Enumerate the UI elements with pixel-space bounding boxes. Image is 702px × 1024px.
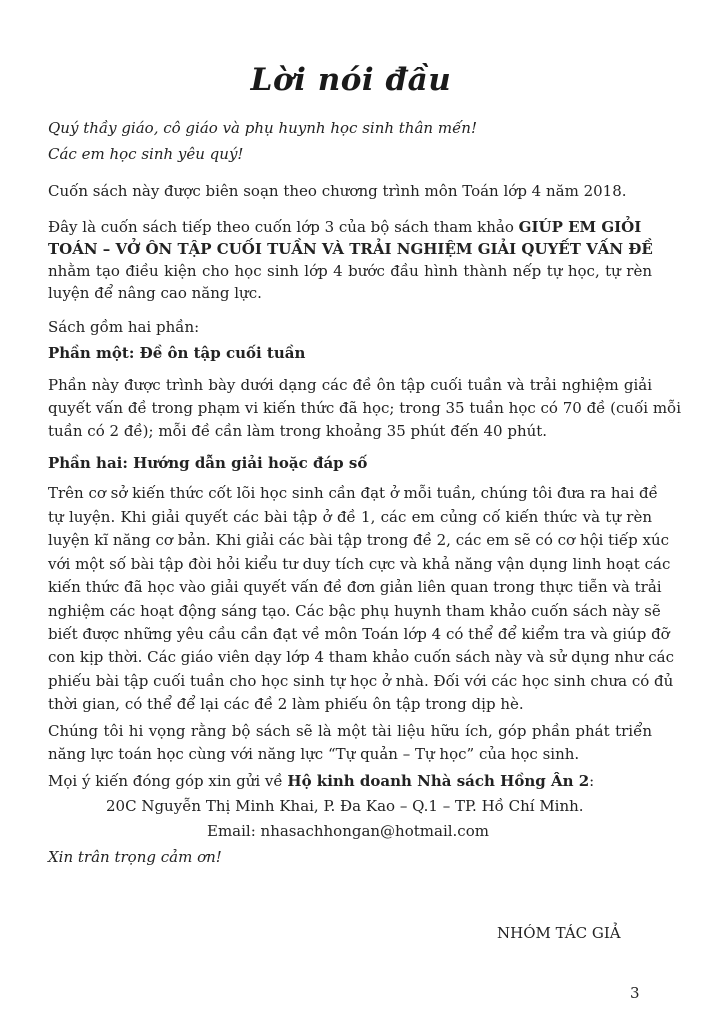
paragraph-series-line-3: nhằm tạo điều kiện cho học sinh lớp 4 bước đầu hình thành nếp tự học, tự rèn xyxy=(48,262,652,280)
hope-line-2: năng lực toán học cùng với năng lực “Tự quản – Tự học” của học sinh. xyxy=(48,745,580,763)
contact-text: Mọi ý kiến đóng góp xin gửi về xyxy=(48,772,288,790)
part-two-heading: Phần hai: Hướng dẫn giải hoặc đáp số xyxy=(48,454,368,472)
part-one-line-1: Phần này được trình bày dưới dạng các đề ôn tập cuối tuần và trải nghiệm giải xyxy=(48,376,652,394)
part-two-line: biết được những yêu cầu cần đạt về môn Toán lớp 4 có thể để kiểm tra và giúp đỡ xyxy=(48,625,670,643)
series-text: Đây là cuốn sách tiếp theo cuốn lớp 3 của bộ sách tham khảo xyxy=(48,218,519,236)
publisher-name: Hộ kinh doanh Nhà sách Hồng Ân 2 xyxy=(287,772,590,790)
email: Email: nhasachhongan@hotmail.com xyxy=(207,822,489,840)
series-title-line: TOÁN – VỞ ÔN TẬP CUỐI TUẦN VÀ TRẢI NGHIỆM GIẢI QUYẾT VẤN ĐỀ xyxy=(48,240,653,258)
greeting-line-1: Quý thầy giáo, cô giáo và phụ huynh học sinh thân mến! xyxy=(48,119,477,137)
part-two-line: kiến thức đã học vào giải quyết vấn đề đơn giản liên quan trong thực tiễn và trải xyxy=(48,578,662,596)
hope-line-1: Chúng tôi hi vọng rằng bộ sách sẽ là một tài liệu hữu ích, góp phần phát triển xyxy=(48,722,652,740)
part-two-line: phiếu bài tập cuối tuần cho học sinh tự học ở nhà. Đối với các học sinh chưa có đủ xyxy=(48,672,674,690)
part-one-line-3: tuần có 2 đề); mỗi đề cần làm trong khoảng 35 phút đến 40 phút. xyxy=(48,422,548,440)
page-number: 3 xyxy=(630,984,640,1002)
contact-colon: : xyxy=(589,772,595,790)
part-two-line: luyện kĩ năng cơ bản. Khi giải các bài tập trong đề 2, các em sẽ có cơ hội tiếp xúc xyxy=(48,531,670,549)
paragraph-intro: Cuốn sách này được biên soạn theo chương trình môn Toán lớp 4 năm 2018. xyxy=(48,182,627,200)
contact-line xyxy=(48,770,652,792)
thanks: Xin trân trọng cảm ơn! xyxy=(48,848,222,866)
part-two-line: con kịp thời. Các giáo viên dạy lớp 4 tham khảo cuốn sách này và sử dụng như các xyxy=(48,648,674,666)
part-two-line: với một số bài tập đòi hỏi kiểu tư duy tích cực và khả năng vận dụng linh hoạt các xyxy=(48,555,671,573)
part-one-line-2: quyết vấn đề trong phạm vi kiến thức đã học; trong 35 tuần học có 70 đề (cuối mỗi xyxy=(48,399,682,417)
address: 20C Nguyễn Thị Minh Khai, P. Đa Kao – Q.1 – TP. Hồ Chí Minh. xyxy=(106,797,584,815)
part-two-line: Trên cơ sở kiến thức cốt lõi học sinh cần đạt ở mỗi tuần, chúng tôi đưa ra hai đề xyxy=(48,484,658,502)
signature: NHÓM TÁC GIẢ xyxy=(497,924,621,942)
page-title: Lời nói đầu xyxy=(250,62,452,98)
part-two-line: tự luyện. Khi giải quyết các bài tập ở đề 1, các em củng cố kiến thức và tự rèn xyxy=(48,508,652,526)
series-title-start: GIÚP EM GIỎI xyxy=(518,218,642,236)
greeting-line-2: Các em học sinh yêu quý! xyxy=(48,145,244,163)
part-two-line: nghiệm các hoạt động sáng tạo. Các bậc phụ huynh tham khảo cuốn sách này sẽ xyxy=(48,602,661,620)
part-two-line: thời gian, có thể để lại các đề 2 làm phiếu ôn tập trong dịp hè. xyxy=(48,695,524,713)
paragraph-book-parts: Sách gồm hai phần: xyxy=(48,318,200,336)
part-one-heading: Phần một: Đề ôn tập cuối tuần xyxy=(48,344,306,362)
paragraph-series-line-1 xyxy=(48,216,652,238)
paragraph-series-line-4: luyện để nâng cao năng lực. xyxy=(48,284,262,302)
